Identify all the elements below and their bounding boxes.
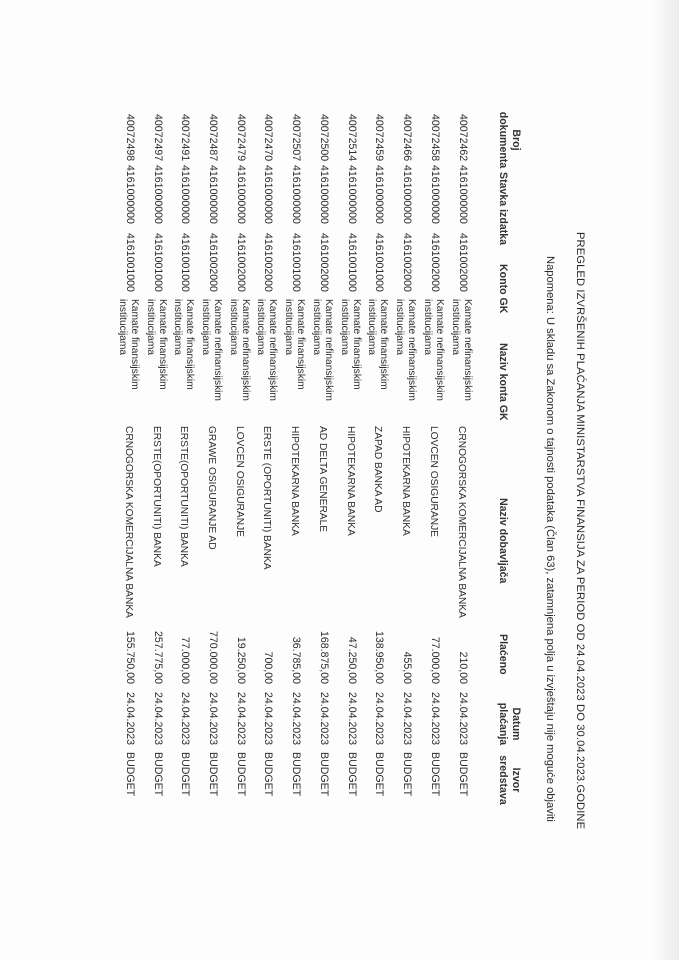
cell-broj: 40072458 [429, 114, 441, 162]
cell-konto: 4161002000 [457, 233, 469, 292]
cell-naziv-konta [422, 299, 445, 401]
cell-datum: 24.04.2023 [429, 692, 441, 746]
naziv-line1: Kamate finansijskim [157, 299, 168, 390]
cell-placeno: 155.750,00 [124, 630, 136, 684]
cell-broj: 40072462 [457, 114, 469, 162]
table-row [274, 0, 306, 960]
cell-konto: 4161001000 [179, 233, 191, 292]
header-broj-line2: dokumenta [497, 111, 509, 169]
cell-stavka: 4161000000 [179, 165, 191, 224]
naziv-line1: Kamate nefinansijskim [240, 299, 251, 401]
cell-izvor: BUDGET [124, 752, 136, 797]
naziv-line2: institucijama [172, 299, 184, 356]
naziv-line1: Kamate finansijskim [378, 299, 389, 390]
naziv-line2: institucijama [283, 299, 295, 356]
cell-dobavljac: LOVCEN OSIGURANJE [428, 426, 439, 537]
cell-konto: 4161001000 [373, 233, 385, 292]
cell-placeno: 455,00 [401, 651, 413, 684]
cell-datum: 24.04.2023 [346, 692, 358, 746]
cell-broj: 40072507 [290, 114, 302, 162]
header-izvor-line2: sredstava [497, 755, 509, 805]
cell-datum: 24.04.2023 [457, 692, 469, 746]
header-konto-gk: Konto GK [497, 264, 509, 314]
naziv-line2: institucijama [145, 299, 157, 356]
cell-datum: 24.04.2023 [373, 692, 385, 746]
header-datum-line1: Datum [510, 707, 522, 741]
naziv-line1: Kamate nefinansijskim [434, 299, 445, 401]
naziv-line2: institucijama [117, 299, 129, 356]
cell-naziv-konta [394, 299, 417, 401]
cell-stavka: 4161000000 [401, 165, 413, 224]
cell-konto: 4161002000 [262, 233, 274, 292]
cell-placeno: 19.250,00 [235, 636, 247, 684]
cell-placeno: 210,00 [457, 651, 469, 684]
naziv-line2: institucijama [228, 299, 240, 356]
cell-izvor: BUDGET [346, 752, 358, 797]
cell-dobavljac: CRNOGORSKA KOMERCIJALNA BANKA [456, 426, 467, 618]
naziv-line1: Kamate nefinansijskim [323, 299, 334, 401]
cell-datum: 24.04.2023 [179, 692, 191, 746]
header-stavka-izdatka: Stavka izdatka [497, 172, 509, 246]
cell-broj: 40072470 [262, 114, 274, 162]
cell-stavka: 4161000000 [152, 165, 164, 224]
cell-naziv-konta [172, 299, 195, 390]
cell-naziv-konta [283, 299, 306, 390]
cell-konto: 4161002000 [235, 233, 247, 292]
cell-placeno: 257.775,00 [152, 630, 164, 684]
naziv-line1: Kamate finansijskim [295, 299, 306, 390]
cell-izvor: BUDGET [179, 752, 191, 797]
cell-konto: 4161001000 [152, 233, 164, 292]
naziv-line2: institucijama [200, 299, 212, 356]
header-naziv-dobavljaca: Naziv dobavljača [497, 498, 509, 584]
cell-konto: 4161001000 [124, 233, 136, 292]
cell-izvor: BUDGET [457, 752, 469, 797]
cell-dobavljac: ERSTE (OPORTUNITI) BANKA [261, 426, 272, 570]
table-row [191, 0, 223, 960]
table-row [219, 0, 251, 960]
cell-izvor: BUDGET [318, 752, 330, 797]
table-row [441, 0, 473, 960]
naziv-line2: institucijama [339, 299, 351, 356]
cell-izvor: BUDGET [401, 752, 413, 797]
cell-dobavljac: CRNOGORSKA KOMERCIJALNA BANKA [123, 426, 134, 618]
cell-naziv-konta [311, 299, 334, 401]
naziv-line1: Kamate finansijskim [129, 299, 140, 390]
cell-dobavljac: ERSTE(OPORTUNITI) BANKA [151, 426, 162, 567]
cell-placeno: 770.000,00 [207, 630, 219, 684]
cell-stavka: 4161000000 [235, 165, 247, 224]
cell-naziv-konta [228, 299, 251, 401]
cell-konto: 4161002000 [207, 233, 219, 292]
table-row [246, 0, 278, 960]
cell-placeno: 700,00 [262, 651, 274, 684]
naziv-line1: Kamate finansijskim [184, 299, 195, 390]
cell-broj: 40072498 [124, 114, 136, 162]
naziv-line1: Kamate nefinansijskim [462, 299, 473, 401]
cell-naziv-konta [366, 299, 389, 390]
cell-dobavljac: AD DELTA GENERALE [317, 426, 328, 533]
naziv-line2: institucijama [394, 299, 406, 356]
cell-stavka: 4161000000 [373, 165, 385, 224]
naziv-line1: Kamate nefinansijskim [267, 299, 278, 401]
document-note: Napomena: U skladu sa Zakonom o tajnosti podataka (Član 63), zatamnjena polja u izvještaju nije moguće objaviti [544, 256, 556, 822]
cell-dobavljac: LOVCEN OSIGURANJE [234, 426, 245, 537]
cell-datum: 24.04.2023 [152, 692, 164, 746]
cell-konto: 4161002000 [429, 233, 441, 292]
cell-dobavljac: HIPOTEKARNA BANKA [345, 426, 356, 536]
header-broj-dokumenta [496, 108, 522, 172]
cell-izvor: BUDGET [290, 752, 302, 797]
cell-broj: 40072514 [346, 114, 358, 162]
naziv-line2: institucijama [366, 299, 378, 356]
naziv-line1: Kamate nefinansijskim [212, 299, 223, 401]
table-row [163, 0, 195, 960]
cell-broj: 40072497 [152, 114, 164, 162]
header-naziv-konta-gk: Naziv konta GK [497, 343, 509, 421]
cell-dobavljac: HIPOTEKARNA BANKA [400, 426, 411, 536]
table-row [302, 0, 334, 960]
table-row [413, 0, 445, 960]
header-placeno: Plaćeno [497, 634, 509, 675]
cell-naziv-konta [145, 299, 168, 390]
table-row [385, 0, 417, 960]
cell-naziv-konta [255, 299, 278, 401]
cell-stavka: 4161000000 [124, 165, 136, 224]
cell-datum: 24.04.2023 [401, 692, 413, 746]
cell-dobavljac: ZAPAD BANKA AD [372, 426, 383, 513]
cell-broj: 40072466 [401, 114, 413, 162]
header-izvor-line1: Izvor [510, 767, 522, 793]
cell-stavka: 4161000000 [262, 165, 274, 224]
cell-naziv-konta [200, 299, 223, 401]
cell-placeno: 77.000,00 [179, 636, 191, 684]
cell-stavka: 4161000000 [318, 165, 330, 224]
cell-naziv-konta [450, 299, 473, 401]
naziv-line1: Kamate nefinansijskim [406, 299, 417, 401]
cell-broj: 40072479 [235, 114, 247, 162]
table-row [136, 0, 168, 960]
cell-dobavljac: ERSTE(OPORTUNITI) BANKA [178, 426, 189, 567]
table-row [330, 0, 362, 960]
header-izvor-sredstava [496, 752, 522, 808]
cell-stavka: 4161000000 [457, 165, 469, 224]
cell-datum: 24.04.2023 [235, 692, 247, 746]
cell-placeno: 36.785,00 [290, 636, 302, 684]
cell-broj: 40072459 [373, 114, 385, 162]
header-broj-line1: Broj [510, 129, 522, 151]
naziv-line2: institucijama [311, 299, 323, 356]
cell-izvor: BUDGET [373, 752, 385, 797]
naziv-line2: institucijama [255, 299, 267, 356]
cell-datum: 24.04.2023 [318, 692, 330, 746]
cell-dobavljac: GRAWE OSIGURANJE AD [206, 426, 217, 550]
document-title: PREGLED IZVRŠENIH PLAĆANJA MINISTARSTVA FINANSIJA ZA PERIOD OD 24.04.2023 DO 30.04.2023.GODINE [574, 232, 586, 830]
cell-placeno: 138.950,00 [373, 630, 385, 684]
cell-izvor: BUDGET [207, 752, 219, 797]
cell-datum: 24.04.2023 [124, 692, 136, 746]
cell-dobavljac: HIPOTEKARNA BANKA [289, 426, 300, 536]
cell-datum: 24.04.2023 [207, 692, 219, 746]
cell-stavka: 4161000000 [207, 165, 219, 224]
cell-naziv-konta [117, 299, 140, 390]
cell-konto: 4161001000 [346, 233, 358, 292]
cell-datum: 24.04.2023 [290, 692, 302, 746]
table-row [108, 0, 140, 960]
cell-konto: 4161002000 [318, 233, 330, 292]
cell-izvor: BUDGET [152, 752, 164, 797]
cell-naziv-konta [339, 299, 362, 390]
cell-broj: 40072491 [179, 114, 191, 162]
cell-konto: 4161002000 [401, 233, 413, 292]
cell-stavka: 4161000000 [346, 165, 358, 224]
header-datum-placanja [496, 696, 522, 752]
cell-placeno: 168.875,00 [318, 630, 330, 684]
cell-stavka: 4161000000 [290, 165, 302, 224]
cell-konto: 4161001000 [290, 233, 302, 292]
table-row [357, 0, 389, 960]
cell-izvor: BUDGET [429, 752, 441, 797]
cell-datum: 24.04.2023 [262, 692, 274, 746]
scan-shadow-edge [651, 0, 679, 960]
cell-placeno: 47.250,00 [346, 636, 358, 684]
cell-stavka: 4161000000 [429, 165, 441, 224]
cell-broj: 40072487 [207, 114, 219, 162]
cell-izvor: BUDGET [262, 752, 274, 797]
cell-placeno: 77.000,00 [429, 636, 441, 684]
cell-broj: 40072500 [318, 114, 330, 162]
naziv-line2: institucijama [450, 299, 462, 356]
header-datum-line2: plaćanja [497, 702, 509, 746]
cell-izvor: BUDGET [235, 752, 247, 797]
naziv-line2: institucijama [422, 299, 434, 356]
naziv-line1: Kamate finansijskim [351, 299, 362, 390]
